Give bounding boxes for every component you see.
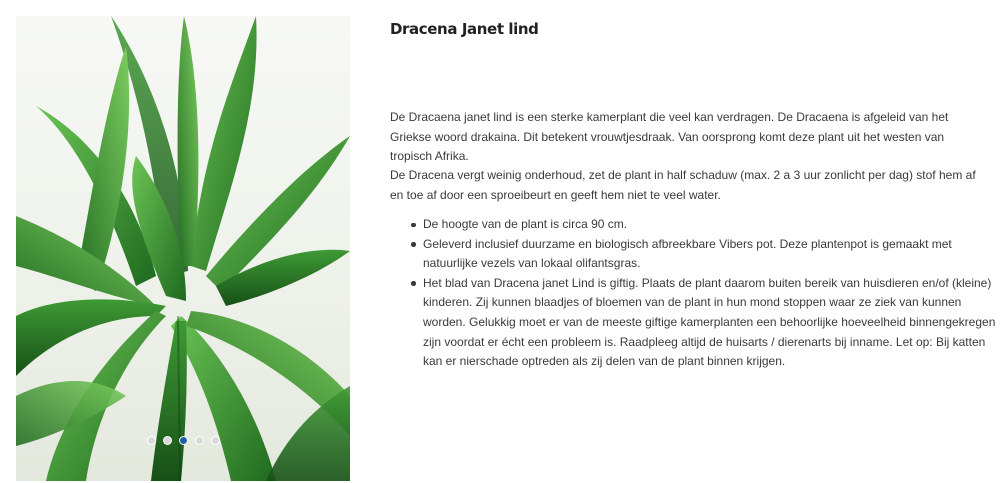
carousel-dot-3[interactable] <box>179 436 188 445</box>
list-item: De hoogte van de plant is circa 90 cm. <box>423 215 1000 235</box>
list-item: Het blad van Dracena janet Lind is giftig. Plaats de plant daarom buiten bereik van huisdieren en/of (kleine) kinderen. Zij kunnen blaadjes of bloemen van de plant in hun mond stoppen waar ze ziek van kunnen worden. Gelukkig moet er van de meeste giftige kamerplanten een behoorlijke hoeveelheid binnengekregen zijn voordat er écht een probleem is. Raadpleeg altijd de huisarts / dierenarts bij inname. Let op: Bij katten kan er nierschade optreden als zij delen van de plant binnen krijgen. <box>423 274 1000 372</box>
carousel-dot-5[interactable] <box>211 436 220 445</box>
product-title: Dracena Janet lind <box>390 20 539 38</box>
carousel-dot-2[interactable] <box>163 436 172 445</box>
list-item: Geleverd inclusief duurzame en biologisch afbreekbare Vibers pot. Deze plantenpot is gemaakt met natuurlijke vezels van lokaal olifantsgras. <box>423 235 1000 274</box>
carousel-dot-4[interactable] <box>195 436 204 445</box>
product-description <box>390 18 996 369</box>
description-paragraph-2: De Dracena vergt weinig onderhoud, zet de plant in half schaduw (max. 2 a 3 uur zonlicht per dag) stof hem af en toe af door een sproeibeurt en geeft hem niet te veel water. <box>390 168 976 202</box>
product-image-gallery[interactable] <box>16 16 350 481</box>
description-paragraph-1: De Dracaena janet lind is een sterke kamerplant die veel kan verdragen. De Dracaena is afgeleid van het Griekse woord drakaina. Dit betekent vrouwtjesdraak. Van oorsprong komt deze plant uit het westen van tropisch Afrika. <box>390 110 949 163</box>
carousel-dots <box>16 436 350 445</box>
carousel-dot-1[interactable] <box>147 436 156 445</box>
product-features-list <box>390 215 1000 372</box>
plant-image <box>16 16 350 481</box>
